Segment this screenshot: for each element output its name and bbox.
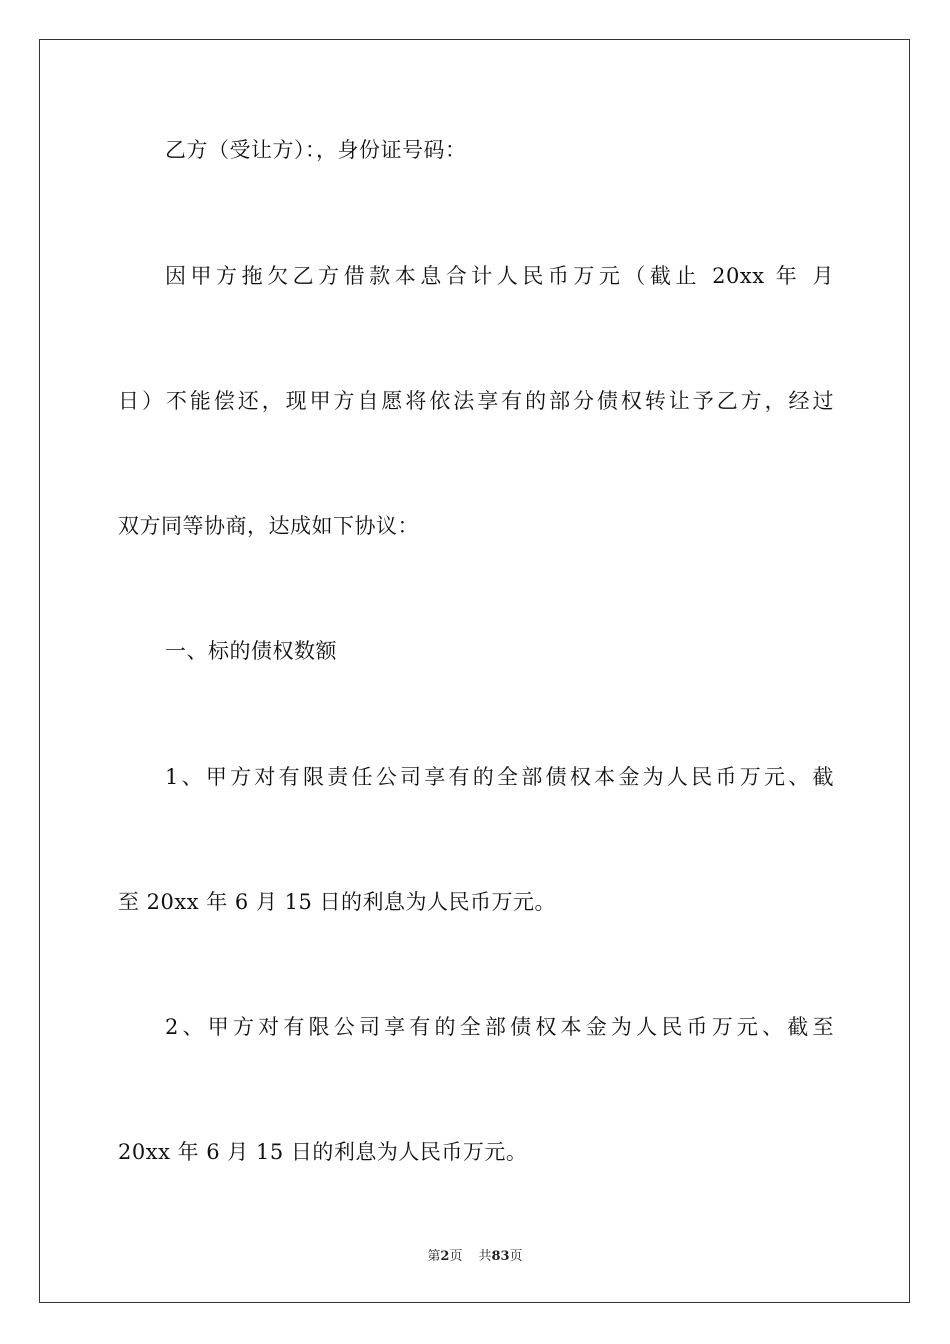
page-prefix: 第 xyxy=(427,1249,441,1264)
clause-line: 2、甲方对有限公司享有的全部债权本金为人民币万元、截至 xyxy=(165,1015,834,1039)
paragraph-line: 双方同等协商，达成如下协议： xyxy=(118,514,419,538)
section-heading: 一、标的债权数额 xyxy=(165,639,337,663)
clause-line: 20xx 年 6 月 15 日的利息为人民币万元。 xyxy=(118,1140,528,1164)
party-b-line: 乙方（受让方）：，身份证号码： xyxy=(165,138,467,162)
page-suffix: 页 xyxy=(449,1249,463,1264)
total-prefix: 共 xyxy=(478,1249,492,1264)
clause-line: 1、甲方对有限责任公司享有的全部债权本金为人民币万元、截 xyxy=(165,765,834,789)
page-footer xyxy=(0,1248,950,1266)
total-suffix: 页 xyxy=(509,1249,523,1264)
paragraph-line: 因甲方拖欠乙方借款本息合计人民币万元（截止 20xx 年 月 xyxy=(165,264,834,288)
page-border xyxy=(39,39,910,1303)
total-pages: 83 xyxy=(491,1249,510,1264)
clause-line: 至 20xx 年 6 月 15 日的利息为人民币万元。 xyxy=(118,890,557,914)
page-number: 2 xyxy=(440,1249,450,1264)
paragraph-line: 日）不能偿还，现甲方自愿将依法享有的部分债权转让予乙方，经过 xyxy=(118,389,834,413)
